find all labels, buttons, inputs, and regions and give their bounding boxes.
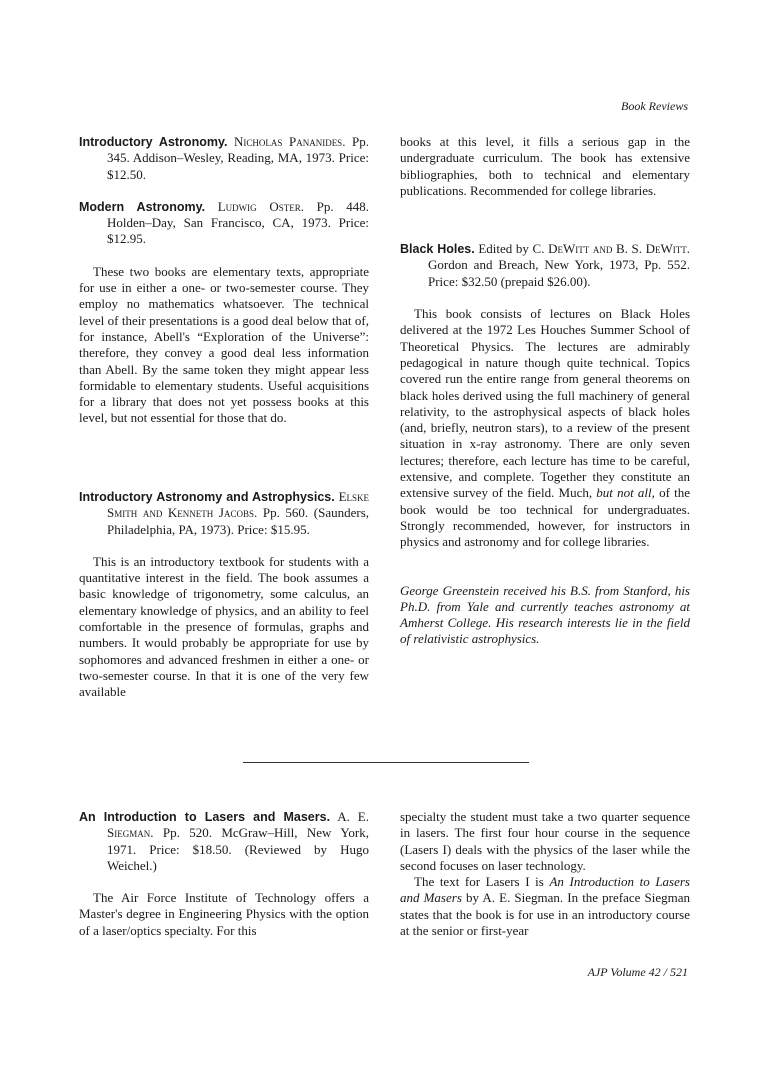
review-entry-intro-astrophysics: [79, 489, 369, 538]
book-author-initials: A. E.: [337, 809, 369, 824]
book-title: An Introduction to Lasers and Masers.: [79, 810, 331, 824]
review-body-part: of the book would be too technical for undergraduates. Strongly recommended, however, for instructors in physics and astronomy and for college libraries.: [400, 485, 690, 550]
book-author: Elske Smith and Kenneth Jacobs.: [107, 489, 370, 521]
book-title: Introductory Astronomy.: [79, 135, 228, 149]
book-details: Pp. 345. Addison–Wesley, Reading, MA, 1973. Price: $12.50.: [107, 134, 369, 182]
book-details: Pp. 448. Holden–Day, San Francisco, CA, 1973. Price: $12.95.: [107, 198, 370, 247]
review-body: This is an introductory textbook for students with a quantitative interest in the field. The book assumes a basic knowledge of trigonometry, some calculus, an elementary knowledge of physics, and an ability to feel comfortable in the presence of formulas, graphs and numbers. It would probably be appropriate for use by sophomores and advanced freshmen in either a one- or two-semester course. In that it is one of the very few available: [79, 553, 369, 700]
review-body-emphasis: but not all,: [596, 485, 655, 501]
book-title: Introductory Astronomy and Astrophysics.: [79, 490, 335, 504]
left-column-lower: [79, 809, 369, 939]
book-details: Pp. 520. McGraw–Hill, New York, 1971. Price: $18.50. (Reviewed by Hugo Weichel.): [107, 825, 369, 873]
page-footer: AJP Volume 42 / 521: [587, 965, 688, 979]
review-entry-lasers-masers: [79, 809, 369, 874]
review-body-part: by A. E. Siegman. In the preface Siegman states that the book is for use in an introductory course at the senior or first-year: [400, 890, 691, 939]
review-body-continued: books at this level, it fills a serious gap in the undergraduate curriculum. The book has extensive bibliographies, both to technical and elementary publications. Recommended for college libraries.: [400, 134, 690, 198]
book-title: Modern Astronomy.: [79, 199, 206, 214]
review-body: [400, 306, 690, 550]
editors-prefix: Edited by: [478, 241, 529, 257]
book-details: Pp. 560. (Saunders, Philadelphia, PA, 1973). Price: $15.95.: [107, 505, 370, 537]
right-column-lower: [400, 809, 690, 939]
book-author: Nicholas Pananides.: [234, 134, 346, 149]
book-details: Gordon and Breach, New York, 1973, Pp. 552. Price: $32.50 (prepaid $26.00).: [428, 257, 690, 289]
right-column-upper: [400, 134, 690, 648]
review-body: The Air Force Institute of Technology offers a Master's degree in Engineering Physics with the option of a laser/optics specialty. For this: [79, 890, 369, 938]
review-body-part: This book consists of lectures on Black Holes delivered at the 1972 Les Houches Summer School of Theoretical Physics. The lectures are admirably pedagogical in nature though quite technical. Topics covered run the entire range from general theorems on black holes derived using the full machinery of general relativity, to the astrophysical aspects of black holes (and, briefly, neutron stars), to a review of the present situation in x-ray astronomy. There are only seven lectures; therefore, each lecture has time to be careful, extensive, and complete. Together they constitute an extensive survey of the field. Much,: [400, 306, 690, 501]
review-entry-black-holes: [400, 241, 690, 290]
left-column-middle: [79, 489, 369, 701]
review-body-part: The text for Lasers I is: [414, 874, 544, 890]
reviewer-bio: George Greenstein received his B.S. from Stanford, his Ph.D. from Yale and currently teaches astronomy at Amherst College. His research interests lie in the field of relativistic astrophysics.: [400, 582, 690, 647]
review-body: These two books are elementary texts, appropriate for use in either a one- or two-semester course. They employ no mathematics whatsoever. The technical level of their presentations is a good deal below that of, for instance, Abell's “Exploration of the Universe”: therefore, they convey a good deal less information than Abell. By the same token they might appear less formidable to elementary students. Useful acquisitions for a library that does not yet possess books at this level, but not essential for those that do.: [79, 263, 369, 426]
review-entry-modern-astronomy: [79, 199, 369, 248]
review-body-continued: specialty the student must take a two quarter sequence in lasers. The first four hour course in the sequence (Lasers I) deals with the physics of the laser while the second focuses on laser technology.: [400, 809, 690, 873]
book-author: Siegman.: [107, 825, 154, 841]
section-divider: [243, 762, 529, 763]
review-entry-introductory-astronomy: [79, 134, 369, 183]
book-title: Black Holes.: [400, 242, 475, 257]
review-body-emphasis: An Introduction to Lasers and Masers: [400, 874, 690, 906]
running-head: Book Reviews: [621, 99, 688, 113]
left-column-upper: [79, 134, 369, 427]
book-author: Ludwig Oster.: [217, 198, 304, 214]
book-author: C. DeWitt and B. S. DeWitt.: [532, 241, 691, 257]
review-body: [400, 874, 690, 939]
